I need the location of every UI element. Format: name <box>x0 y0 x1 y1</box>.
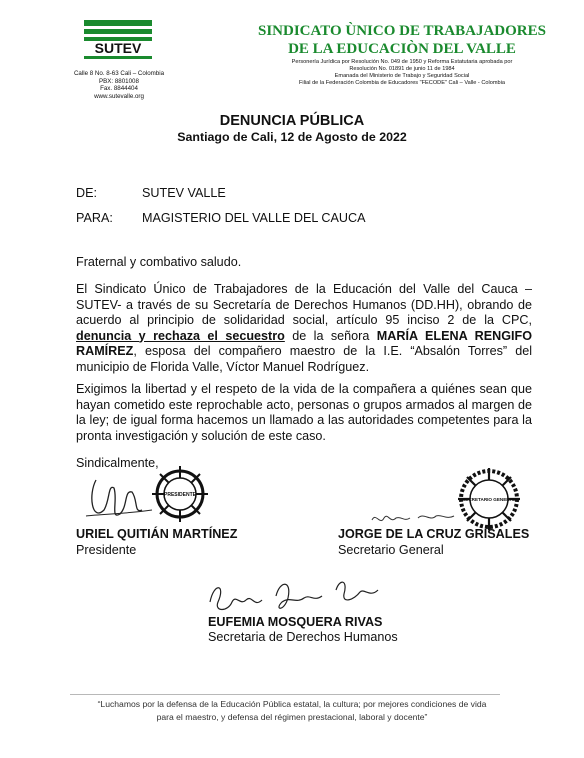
website-line: www.sutevalle.org <box>94 92 144 100</box>
pbx-line: PBX: 8801008 <box>99 77 139 85</box>
signer-2-role: Secretario General <box>338 543 444 557</box>
closing: Sindicalmente, <box>76 456 159 470</box>
greeting: Fraternal y combativo saludo. <box>76 255 242 269</box>
legal-line: Resolución No. 01891 de junio 11 de 1984 <box>349 66 455 73</box>
p1-text: El Sindicato Único de Trabajadores de la Educación del Valle del Cauca –SUTEV- a través de su Secretaría de Derechos Humanos (DD.HH), obrando de acuerdo al principio de solidaridad social, artículo 95 inciso 2 de la CPC, <box>76 282 532 327</box>
victim-name: MARÍA ELENA RENGIFO RAMÍREZ <box>76 328 532 358</box>
presidente-stamp <box>150 464 210 524</box>
de-value: SUTEV VALLE <box>142 186 226 200</box>
paragraph-2: Exigimos la libertad y el respeto de la vida de la compañera a quiénes sean que hayan cometido este reprochable acto, personas o grupos armados al margen de la ley; de igual forma hacemos un llamado a las autoridades competentes para la pronta investigación y solución de este caso. <box>76 382 532 443</box>
address-block <box>60 70 178 100</box>
fax-line: Fax. 8844404 <box>100 85 138 93</box>
para-label: PARA: <box>76 211 113 225</box>
organization-name <box>232 22 572 58</box>
footer-slogan <box>60 698 524 724</box>
signer-2-name: JORGE DE LA CRUZ GRISALES <box>338 527 530 541</box>
legal-line: Personería Jurídica por Resolución No. 049 de 1950 y Reforma Estatutaria aprobada por <box>291 59 513 65</box>
de-label: DE: <box>76 186 97 200</box>
org-line-2: DE LA EDUCACIÒN DEL VALLE <box>288 41 516 57</box>
p1-text: , esposa del compañero maestro de la I.E. “Absalón Torres” del municipio de Florida Valle, Víctor Manuel Rodríguez. <box>76 344 532 374</box>
p1-text: de la señora <box>284 328 377 343</box>
footer-line-2: para el maestro, y defensa del régimen prestacional, laboral y docente” <box>156 712 428 722</box>
legal-line: Filial de la Federación Colombia de Educadores "FECODE" Cali – Valle - Colombia <box>299 80 505 87</box>
signer-3-name: EUFEMIA MOSQUERA RIVAS <box>208 615 383 629</box>
place-date: Santiago de Cali, 12 de Agosto de 2022 <box>177 130 407 144</box>
sutev-logo <box>84 18 152 62</box>
legal-block <box>232 59 572 87</box>
footer-line-1: “Luchamos por la defensa de la Educación Pública estatal, la cultura; por mejores condiciones de vida <box>97 699 487 709</box>
signer-1-name: URIEL QUITIÁN MARTÍNEZ <box>76 527 238 541</box>
p1-emphasis: denuncia y rechaza el secuestro <box>76 328 285 343</box>
para-value: MAGISTERIO DEL VALLE DEL CAUCA <box>142 211 366 225</box>
logo-text: SUTEV <box>94 40 142 56</box>
secretario-stamp <box>456 466 522 532</box>
legal-line: Emanada del Ministerio de Trabajo y Seguridad Social <box>334 73 470 80</box>
stamp-1-text: PRESIDENTE <box>164 492 196 498</box>
org-line-1: SINDICATO ÙNICO DE TRABAJADORES <box>258 23 546 39</box>
signature-1-scribble <box>84 470 154 530</box>
stamp-2-text: SECRETARIO GENERAL <box>462 497 516 502</box>
document-title: DENUNCIA PÚBLICA <box>219 113 365 129</box>
paragraph-1 <box>76 282 532 375</box>
address-line: Calle 8 No. 8-63 Cali – Colombia <box>73 70 165 77</box>
signer-1-role: Presidente <box>76 543 137 557</box>
footer-divider <box>70 694 500 695</box>
signer-3-role: Secretaria de Derechos Humanos <box>208 630 398 644</box>
